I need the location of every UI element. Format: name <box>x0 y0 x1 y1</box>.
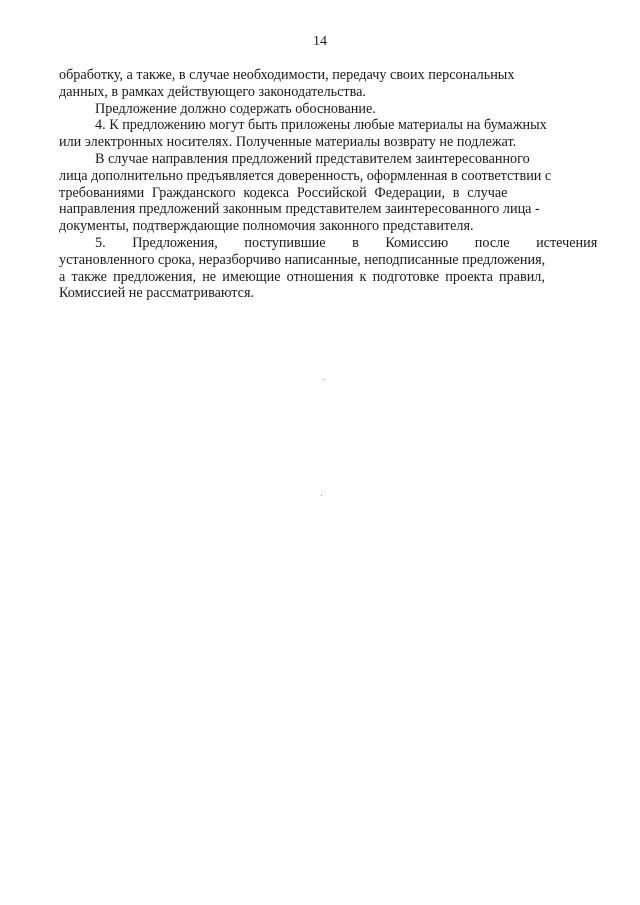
text-line: или электронных носителях. Полученные материалы возврату не подлежат. <box>59 134 517 151</box>
paragraph-item-5 <box>59 234 598 302</box>
text-line: 5. Предложения, поступившие в Комиссию после истечения <box>95 234 598 251</box>
text-line: направления предложений законным представителем заинтересованного лица - <box>59 201 540 218</box>
text-line: Комиссией не рассматриваются. <box>59 285 255 302</box>
page-number: 14 <box>313 34 327 49</box>
paragraph-justification <box>59 101 586 118</box>
text-line: 4. К предложению могут быть приложены любые материалы на бумажных <box>95 117 547 134</box>
text-line-justified <box>59 67 586 84</box>
text-line: а также предложения, не имеющие отношения к подготовке проекта правил, <box>59 268 545 285</box>
text-line: В случае направления предложений представителем заинтересованного <box>95 150 530 167</box>
scan-speck <box>323 379 324 380</box>
text-line: данных, в рамках действующего законодательства. <box>59 83 366 100</box>
document-body <box>59 67 598 302</box>
text-line: Предложение должно содержать обоснование. <box>95 100 376 117</box>
paragraph-continuation <box>59 67 586 101</box>
paragraph-representative <box>59 151 586 235</box>
text-line: лица дополнительно предъявляется доверенность, оформленная в соответствии с <box>59 167 552 184</box>
text-line: документы, подтверждающие полномочия законного представителя. <box>59 218 474 235</box>
text-line: обработку, а также, в случае необходимости, передачу своих персональных <box>59 67 515 83</box>
text-line: установленного срока, неразборчиво написанные, неподписанные предложения, <box>59 251 546 268</box>
text-line: требованиями Гражданского кодекса Российской Федерации, в случае <box>59 184 508 201</box>
scan-speck <box>321 495 322 496</box>
paragraph-item-4 <box>59 117 586 151</box>
